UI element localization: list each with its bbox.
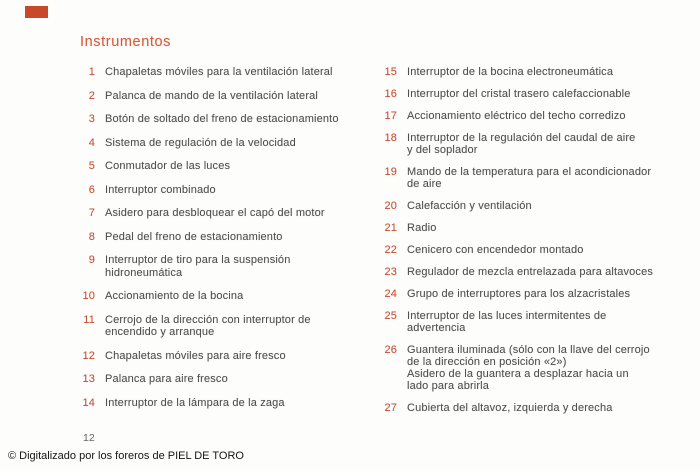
item-text: Interruptor de las luces intermitentes de advertencia bbox=[407, 310, 607, 334]
item-number: 12 bbox=[82, 349, 95, 362]
item-number: 6 bbox=[88, 183, 95, 196]
instrument-list-right-column bbox=[383, 66, 653, 424]
list-item bbox=[80, 314, 339, 339]
item-text: Mando de la temperatura para el acondicionador de aire bbox=[407, 166, 652, 190]
list-item bbox=[80, 350, 339, 363]
list-item bbox=[383, 200, 653, 212]
list-item bbox=[383, 266, 653, 278]
list-item bbox=[383, 66, 653, 78]
item-number: 4 bbox=[88, 136, 95, 149]
item-text: Guantera iluminada (sólo con la llave del cerrojo de la dirección en posición «2») Asidero de la guantera a desplazar hacia un lado para abrirla bbox=[407, 344, 650, 392]
item-text: Regulador de mezcla entrelazada para altavoces bbox=[407, 266, 653, 278]
list-item bbox=[383, 310, 653, 334]
item-text: Sistema de regulación de la velocidad bbox=[105, 136, 296, 149]
list-item bbox=[80, 207, 339, 220]
item-number: 21 bbox=[384, 222, 397, 234]
item-number: 27 bbox=[384, 402, 397, 414]
list-item bbox=[383, 344, 653, 392]
item-text: Palanca de mando de la ventilación lateral bbox=[105, 89, 318, 102]
item-number: 19 bbox=[384, 166, 397, 178]
item-number: 22 bbox=[384, 244, 397, 256]
item-text: Interruptor del cristal trasero calefaccionable bbox=[407, 88, 631, 100]
item-number: 18 bbox=[384, 132, 397, 144]
list-item bbox=[383, 222, 653, 234]
item-text: Cubierta del altavoz, izquierda y derecha bbox=[407, 402, 613, 414]
item-text: Cenicero con encendedor montado bbox=[407, 244, 584, 256]
item-number: 17 bbox=[384, 110, 397, 122]
item-number: 11 bbox=[83, 313, 95, 326]
list-item bbox=[80, 160, 339, 173]
item-number: 24 bbox=[384, 288, 397, 300]
item-text: Chapaletas móviles para aire fresco bbox=[105, 349, 286, 362]
item-number: 5 bbox=[88, 160, 95, 172]
list-item bbox=[383, 132, 653, 156]
item-number: 3 bbox=[88, 113, 95, 125]
item-number: 16 bbox=[384, 88, 397, 100]
item-number: 15 bbox=[384, 66, 397, 78]
page-title: Instrumentos bbox=[80, 34, 172, 50]
list-item bbox=[383, 402, 653, 414]
item-number: 9 bbox=[88, 254, 95, 266]
digitization-credit: © Digitalizado por los foreros de PIEL DE TORO bbox=[8, 450, 244, 462]
item-number: 13 bbox=[82, 373, 95, 385]
list-item bbox=[383, 110, 653, 122]
list-item bbox=[80, 137, 339, 150]
item-number: 10 bbox=[82, 290, 95, 302]
item-text: Pedal del freno de estacionamiento bbox=[105, 230, 283, 243]
list-item bbox=[80, 90, 339, 103]
item-number: 20 bbox=[384, 200, 397, 212]
item-number: 8 bbox=[88, 230, 95, 243]
item-number: 25 bbox=[384, 310, 397, 322]
item-text: Accionamiento de la bocina bbox=[105, 290, 244, 302]
list-item bbox=[80, 397, 339, 410]
item-text: Palanca para aire fresco bbox=[105, 373, 228, 385]
list-item bbox=[80, 113, 339, 126]
list-item bbox=[80, 66, 339, 79]
item-text: Asidero para desbloquear el capó del motor bbox=[105, 207, 325, 219]
instrument-list-left-column bbox=[80, 66, 339, 420]
item-text: Accionamiento eléctrico del techo corredizo bbox=[407, 110, 626, 122]
item-number: 1 bbox=[88, 66, 95, 78]
item-text: Botón de soltado del freno de estacionamiento bbox=[105, 113, 339, 125]
item-text: Interruptor de la regulación del caudal de aire y del soplador bbox=[407, 132, 636, 156]
item-text: Chapaletas móviles para la ventilación lateral bbox=[105, 66, 333, 78]
item-text: Grupo de interruptores para los alzacristales bbox=[407, 288, 631, 300]
list-item bbox=[383, 244, 653, 256]
item-text: Calefacción y ventilación bbox=[407, 200, 532, 212]
list-item bbox=[383, 288, 653, 300]
item-number: 23 bbox=[384, 266, 397, 278]
list-item bbox=[383, 166, 653, 190]
item-text: Cerrojo de la dirección con interruptor de encendido y arranque bbox=[105, 313, 311, 338]
list-item bbox=[80, 290, 339, 303]
item-text: Interruptor de la bocina electroneumática bbox=[407, 66, 614, 78]
item-number: 26 bbox=[384, 344, 397, 356]
list-item bbox=[383, 88, 653, 100]
item-text: Interruptor combinado bbox=[105, 183, 216, 196]
chapter-tab-marker bbox=[25, 6, 48, 18]
page-number: 12 bbox=[83, 432, 95, 444]
item-number: 14 bbox=[82, 396, 95, 409]
list-item bbox=[80, 184, 339, 197]
item-text: Interruptor de tiro para la suspensión hidroneumática bbox=[105, 254, 291, 279]
item-number: 7 bbox=[88, 207, 95, 219]
list-item bbox=[80, 254, 339, 279]
list-item bbox=[80, 373, 339, 386]
item-text: Interruptor de la lámpara de la zaga bbox=[105, 396, 285, 409]
item-number: 2 bbox=[88, 89, 95, 102]
item-text: Conmutador de las luces bbox=[105, 160, 231, 172]
item-text: Radio bbox=[407, 222, 437, 234]
list-item bbox=[80, 231, 339, 244]
